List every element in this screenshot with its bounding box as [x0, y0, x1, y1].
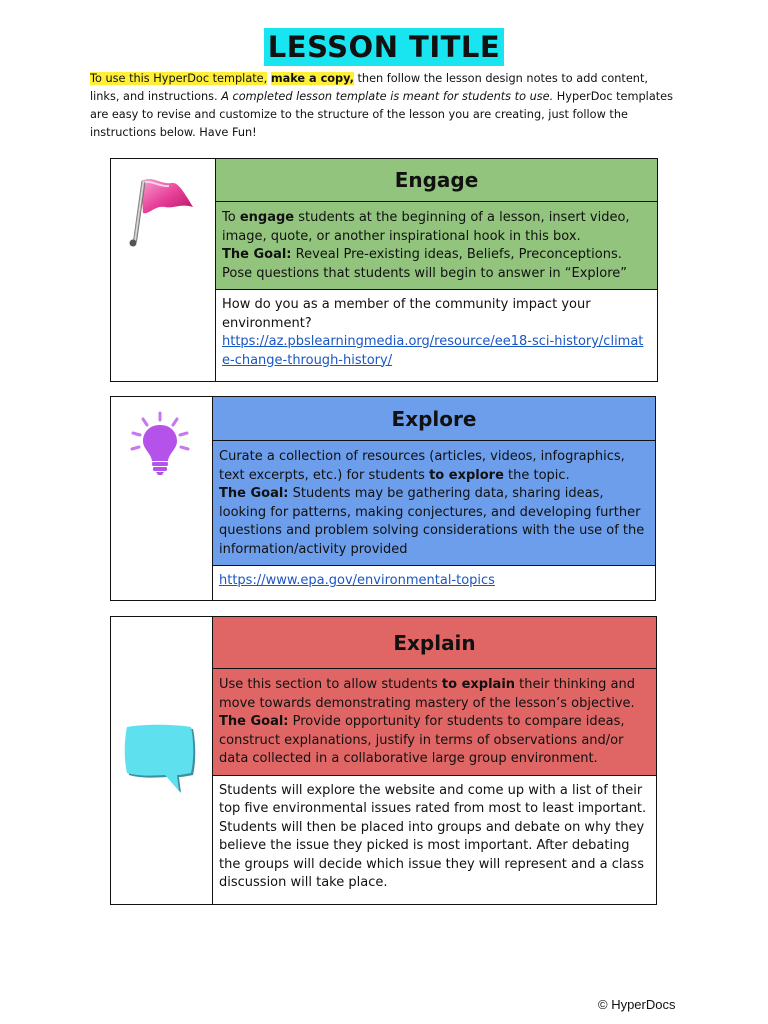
engage-desc-pre: To — [222, 210, 240, 225]
intro-text-2: HyperDoc templates are easy to revise and customize to the structure of the lesson you are creating, just follow the instructions below. Have Fun! — [90, 90, 674, 139]
footer-copyright: © HyperDocs — [598, 997, 676, 1012]
flag-icon — [123, 173, 199, 249]
engage-link[interactable]: https://az.pbslearningmedia.org/resource/ee18-sci-history/climate-change-through-history/ — [222, 334, 644, 368]
explore-icon-cell — [111, 397, 213, 600]
explore-goal-label: The Goal: — [219, 486, 289, 501]
explore-desc-bold: to explore — [429, 467, 504, 483]
engage-goal-text: Reveal Pre-existing ideas, Beliefs, Preconceptions. Pose questions that students will begin to answer in “Explore” — [222, 247, 628, 281]
explore-card — [110, 396, 656, 601]
explore-link[interactable]: https://www.epa.gov/environmental-topics — [219, 573, 495, 588]
explore-description — [213, 441, 655, 566]
explain-desc-post: their thinking and move towards demonstrating mastery of the lesson’s objective. — [219, 677, 636, 711]
explain-heading: Explain — [213, 617, 656, 669]
intro-highlight: To use this HyperDoc template, — [90, 72, 268, 85]
explain-content — [213, 617, 656, 904]
engage-question: How do you as a member of the community impact your environment? — [222, 297, 591, 331]
engage-card — [110, 158, 658, 382]
engage-desc-bold: engage — [239, 210, 295, 225]
explore-content — [213, 397, 655, 600]
lightbulb-icon — [129, 411, 191, 477]
make-copy-highlight: make a copy, — [270, 72, 354, 85]
explain-desc-bold: to explain — [441, 677, 516, 692]
explain-card — [110, 616, 657, 905]
title-wrapper — [0, 28, 768, 66]
explore-desc-pre: Curate a collection of resources (articles, videos, infographics, text excerpts, etc.) for students — [219, 449, 625, 483]
explain-activity: Students will explore the website and come up with a list of their top five environmental issues rated from most to least important. Students will then be placed into groups and debate on why they believe the issue they picked is most important. After debating the groups will decide which issue they will represent and a class discussion will take place. — [213, 776, 656, 905]
explore-goal-text: Students may be gathering data, sharing ideas, looking for patterns, making conjectures, and developing further questions and problem solving considerations with the use of the information/activity provided — [219, 486, 645, 557]
explain-description — [213, 669, 656, 776]
engage-desc-post: students at the beginning of a lesson, insert video, image, quote, or another inspirational hook in this box. — [222, 210, 630, 244]
engage-description — [216, 202, 657, 290]
engage-heading: Engage — [216, 159, 657, 202]
intro-text-1: then follow the lesson design notes to add content, links, and instructions. — [90, 72, 648, 103]
explore-resources — [213, 566, 655, 600]
engage-icon-cell — [111, 159, 216, 381]
explore-desc-post: the topic. — [503, 467, 570, 483]
engage-resources — [216, 290, 657, 381]
explain-icon-cell — [111, 617, 213, 904]
speech-bubble-icon — [121, 721, 197, 795]
explore-heading: Explore — [213, 397, 655, 441]
page-title: LESSON TITLE — [264, 28, 504, 66]
intro-paragraph — [90, 70, 680, 142]
explain-desc-pre: Use this section to allow students — [219, 677, 442, 692]
engage-goal-label: The Goal: — [222, 247, 292, 262]
explain-goal-label: The Goal: — [219, 714, 289, 729]
explain-goal-text: Provide opportunity for students to compare ideas, construct explanations, justify in terms of observations and/or data collected in a collaborative large group environment. — [219, 714, 625, 766]
intro-italic: A completed lesson template is meant for students to use. — [221, 90, 554, 103]
engage-content — [216, 159, 657, 381]
